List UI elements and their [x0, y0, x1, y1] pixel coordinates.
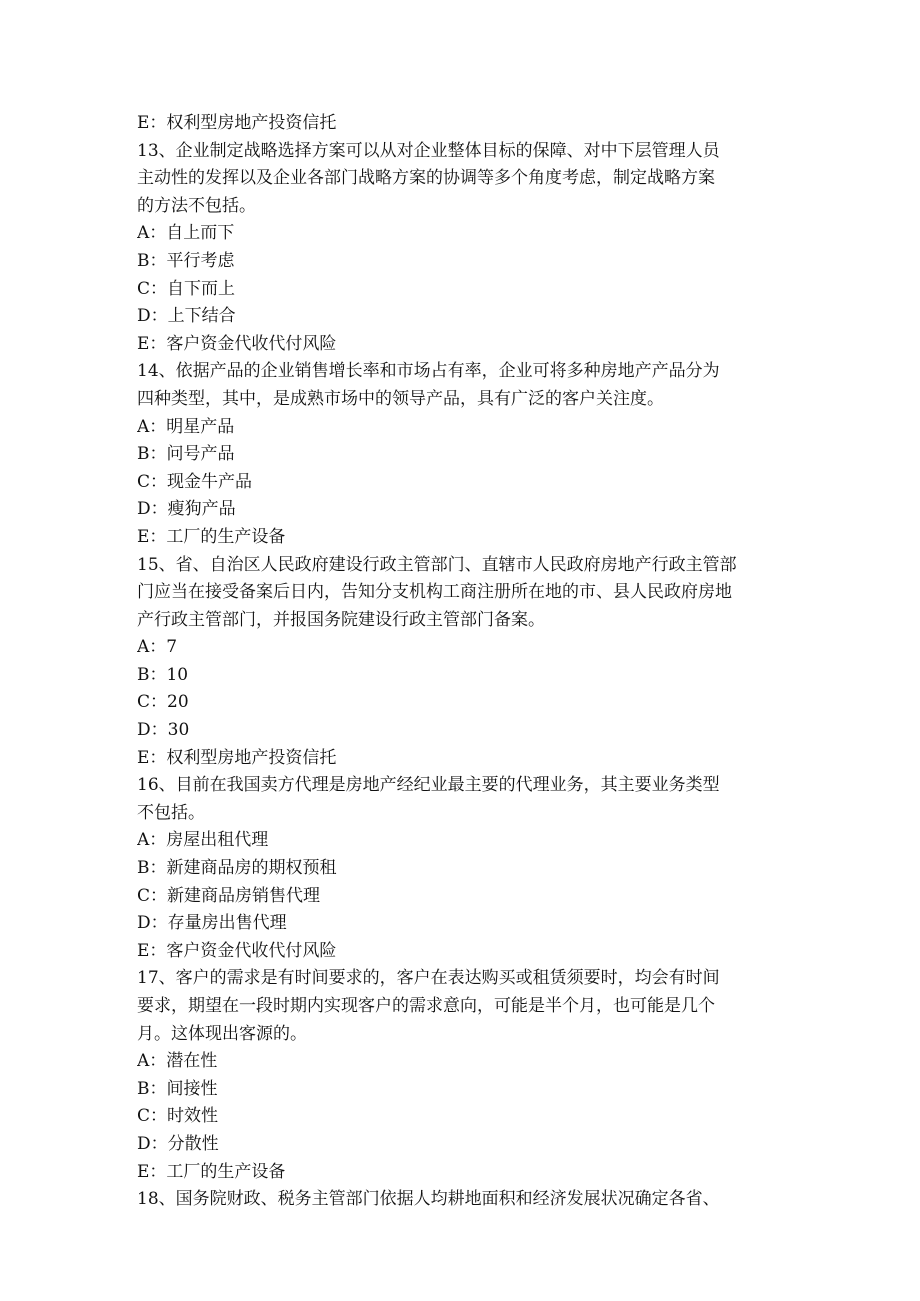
text-line: D：存量房出售代理: [137, 913, 287, 934]
text-line: 15、省、自治区人民政府建设行政主管部门、直辖市人民政府房地产行政主管部: [137, 554, 737, 575]
text-line: A：明星产品: [137, 416, 235, 437]
text-line: B：新建商品房的期权预租: [137, 858, 337, 879]
text-line: E：工厂的生产设备: [137, 1161, 286, 1182]
text-line: 不包括。: [137, 802, 205, 823]
text-line: A：潜在性: [137, 1051, 218, 1072]
text-line: A：房屋出租代理: [137, 830, 269, 851]
text-line: A：7: [137, 637, 178, 658]
text-line: 的方法不包括。: [137, 195, 256, 216]
text-line: 16、目前在我国卖方代理是房地产经纪业最主要的代理业务，其主要业务类型: [137, 775, 720, 796]
text-line: 13、企业制定战略选择方案可以从对企业整体目标的保障、对中下层管理人员: [137, 140, 720, 161]
text-line: C：20: [137, 692, 189, 713]
text-line: E：权利型房地产投资信托: [137, 747, 337, 768]
text-line: C：自下而上: [137, 278, 236, 299]
text-line: 18、国务院财政、税务主管部门依据人均耕地面积和经济发展状况确定各省、: [137, 1189, 720, 1210]
text-line: E：客户资金代收代付风险: [137, 940, 337, 961]
text-line: 四种类型，其中，是成熟市场中的领导产品，具有广泛的客户关注度。: [137, 388, 664, 409]
text-line: 17、客户的需求是有时间要求的，客户在表达购买或租赁须要时，均会有时间: [137, 968, 720, 989]
text-line: 要求，期望在一段时期内实现客户的需求意向，可能是半个月，也可能是几个: [137, 996, 715, 1016]
text-line: B：平行考虑: [137, 250, 235, 271]
text-line: B：10: [137, 664, 189, 685]
text-line: D：瘦狗产品: [137, 499, 236, 520]
text-line: D：30: [137, 720, 190, 741]
text-line: 主动性的发挥以及企业各部门战略方案的协调等多个角度考虑，制定战略方案: [137, 168, 715, 189]
text-line: C：时效性: [137, 1106, 219, 1127]
text-line: B：问号产品: [137, 444, 235, 465]
text-line: E：客户资金代收代付风险: [137, 333, 337, 354]
text-line: C：新建商品房销售代理: [137, 885, 321, 906]
text-line: 门应当在接受备案后日内，告知分支机构工商注册所在地的市、县人民政府房地: [137, 582, 732, 603]
text-line: E：工厂的生产设备: [137, 526, 286, 547]
text-line: C：现金牛产品: [137, 471, 253, 492]
text-line: B：间接性: [137, 1078, 218, 1099]
text-line: D：上下结合: [137, 306, 236, 327]
text-line: A：自上而下: [137, 223, 235, 244]
text-line: D：分散性: [137, 1133, 219, 1154]
text-line: E：权利型房地产投资信托: [137, 113, 337, 133]
text-line: 月。这体现出客源的。: [137, 1023, 307, 1044]
text-line: 14、依据产品的企业销售增长率和市场占有率，企业可将多种房地产产品分为: [137, 361, 720, 382]
text-line: 产行政主管部门，并报国务院建设行政主管部门备案。: [137, 609, 545, 630]
